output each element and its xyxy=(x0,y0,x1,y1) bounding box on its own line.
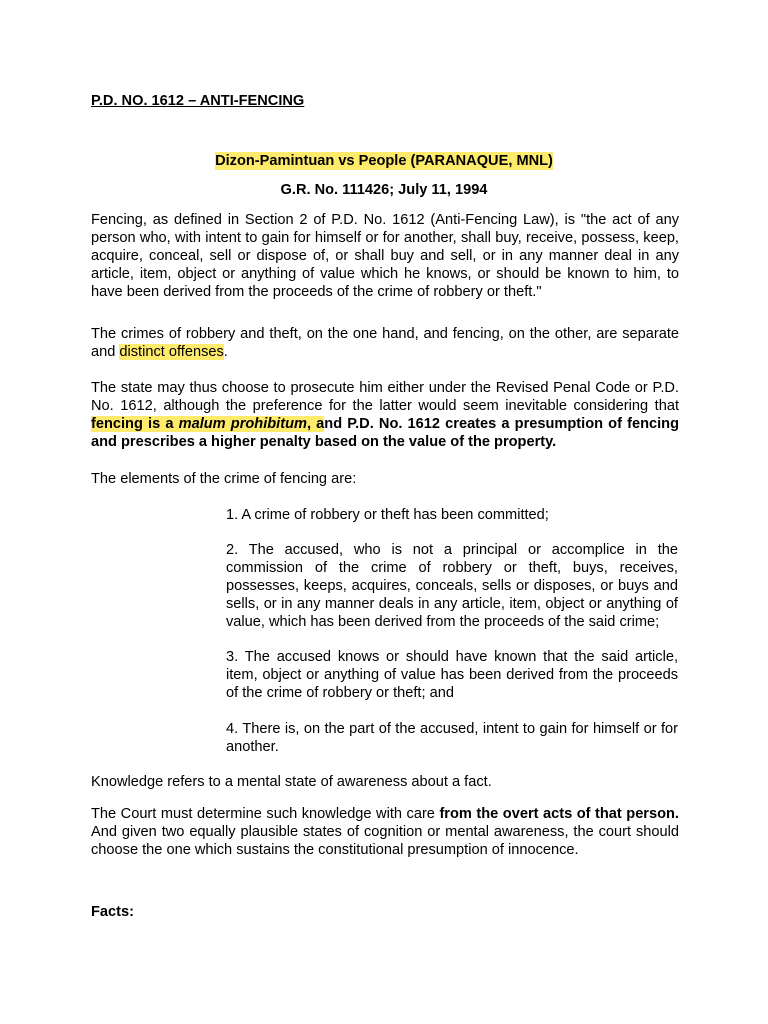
facts-heading: Facts: xyxy=(91,904,134,920)
highlight-fencing-is-a: fencing is a xyxy=(91,416,179,432)
case-title-highlight: Dizon-Pamintuan vs People (PARANAQUE, MNL) xyxy=(215,153,553,169)
para2-end: . xyxy=(223,344,228,360)
case-title xyxy=(0,152,768,170)
case-gr-number: G.R. No. 111426; July 11, 1994 xyxy=(280,182,488,198)
para2-text: The crimes of robbery and theft, on the one hand, and fencing, on the other, are separate and xyxy=(91,326,679,360)
document-title: P.D. NO. 1612 – ANTI-FENCING xyxy=(91,93,305,109)
paragraph-elements-intro: The elements of the crime of fencing are: xyxy=(91,471,357,487)
paragraph-knowledge: Knowledge refers to a mental state of awareness about a fact. xyxy=(91,774,492,790)
para6-text: The Court must determine such knowledge with care xyxy=(91,806,440,822)
paragraph-separate-offenses xyxy=(91,325,679,361)
paragraph-fencing-definition: Fencing, as defined in Section 2 of P.D. No. 1612 (Anti-Fencing Law), is "the act of any person who, with intent to gain for himself or for another, shall buy, receive, possess, keep, acquire, conceal, sell or dispose of, or shall buy and sell, or in any manner deal in any article, item, object or anything of value which he knows, or should be known to him, to have been derived from the proceeds of the crime of robbery or theft." xyxy=(91,212,679,300)
para6-bold-text: from the overt acts of that person. xyxy=(439,806,679,822)
para3-text: The state may thus choose to prosecute him either under the Revised Penal Code or P.D. No. 1612, although the preference for the latter would seem inevitable considering that xyxy=(91,380,679,414)
element-item-2: 2. The accused, who is not a principal or accomplice in the commission of the crime of robbery or theft, buys, receives, possesses, keeps, acquires, conceals, sells or disposes, or buys and sells, or in any manner deals in any article, item, object or anything of value, which has been derived from the proceeds of the said crime; xyxy=(226,542,678,630)
paragraph-court-determination xyxy=(91,805,679,859)
paragraph-prosecution-choice xyxy=(91,379,679,451)
highlight-distinct-offenses: distinct offenses xyxy=(119,344,224,360)
highlight-malum-prohibitum: malum prohibitum xyxy=(178,416,307,432)
para3-bold-text: nd P.D. No. 1612 creates a presumption of fencing and prescribes a higher penalty based on the value of the property. xyxy=(91,416,679,450)
element-item-4: 4. There is, on the part of the accused, intent to gain for himself or for another. xyxy=(226,721,678,755)
element-item-1: 1. A crime of robbery or theft has been committed; xyxy=(226,507,549,523)
para6-end: And given two equally plausible states of cognition or mental awareness, the court should choose the one which sustains the constitutional presumption of innocence. xyxy=(91,824,679,858)
element-item-3: 3. The accused knows or should have known that the said article, item, object or anything of value has been derived from the proceeds of the crime of robbery or theft; and xyxy=(226,649,678,701)
highlight-comma-a: , a xyxy=(306,416,325,432)
